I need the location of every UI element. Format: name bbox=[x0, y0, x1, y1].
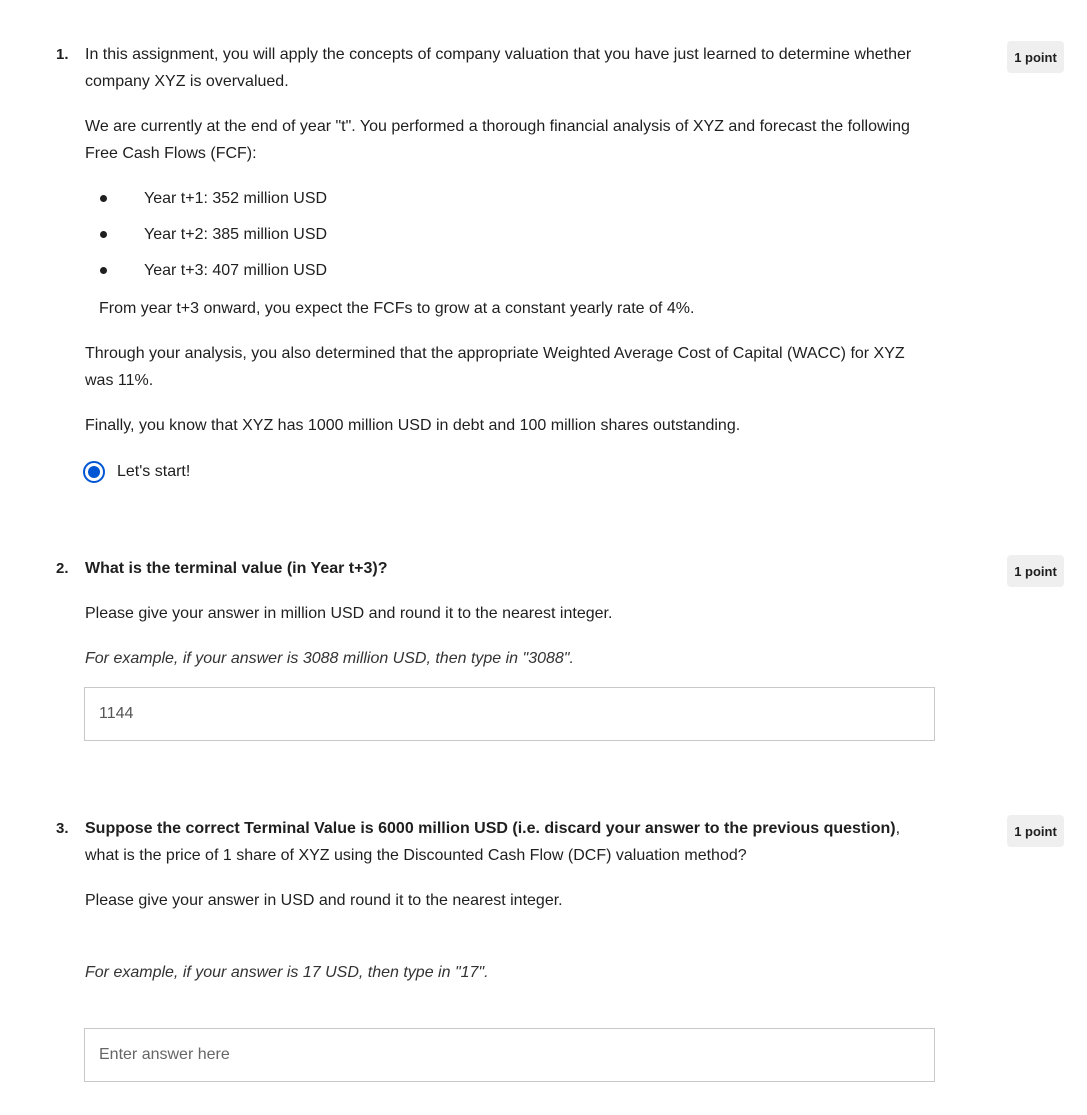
radio-selected-icon[interactable] bbox=[83, 461, 105, 483]
points-badge: 1 point bbox=[1007, 815, 1064, 847]
question-number: 3. bbox=[56, 820, 69, 837]
radio-dot-icon bbox=[88, 466, 100, 478]
question-title-rest: , what is the price of 1 share of XYZ using the Discounted Cash Flow (DCF) valuation method? bbox=[85, 820, 901, 864]
instruction-paragraph bbox=[85, 887, 935, 914]
list-item-text: Year t+1: 352 million USD bbox=[144, 190, 328, 207]
bullet-icon bbox=[100, 195, 107, 202]
radio-label: Let's start! bbox=[117, 463, 191, 480]
radio-option-lets-start[interactable] bbox=[83, 461, 190, 483]
question-title bbox=[85, 815, 935, 869]
example-text: For example, if your answer is 17 USD, then type in "17". bbox=[85, 964, 489, 981]
question-title-bold: Suppose the correct Terminal Value is 6000 million USD (i.e. discard your answer to the previous question) bbox=[85, 820, 896, 837]
instruction-text: Please give your answer in million USD and round it to the nearest integer. bbox=[85, 605, 613, 622]
list-item-text: Year t+2: 385 million USD bbox=[144, 226, 328, 243]
question-number: 1. bbox=[56, 46, 69, 63]
debt-text: Finally, you know that XYZ has 1000 million USD in debt and 100 million shares outstanding. bbox=[85, 417, 741, 434]
wacc-paragraph bbox=[85, 340, 935, 394]
bullet-icon bbox=[100, 231, 107, 238]
wacc-text: Through your analysis, you also determined that the appropriate Weighted Average Cost of Capital (WACC) for XYZ was 11%. bbox=[85, 345, 905, 389]
debt-paragraph bbox=[85, 412, 935, 439]
instruction-text: Please give your answer in USD and round it to the nearest integer. bbox=[85, 892, 563, 909]
question-text bbox=[85, 555, 935, 582]
instruction-paragraph bbox=[85, 600, 935, 627]
answer-input[interactable] bbox=[84, 1028, 935, 1082]
intro-text: In this assignment, you will apply the concepts of company valuation that you have just learned to determine whether company XYZ is overvalued. bbox=[85, 46, 912, 90]
example-paragraph bbox=[85, 645, 935, 672]
points-badge: 1 point bbox=[1007, 41, 1064, 73]
question-text bbox=[85, 815, 935, 869]
question-number: 2. bbox=[56, 560, 69, 577]
growth-paragraph bbox=[99, 295, 949, 322]
growth-text: From year t+3 onward, you expect the FCFs to grow at a constant yearly rate of 4%. bbox=[99, 300, 695, 317]
points-badge: 1 point bbox=[1007, 555, 1064, 587]
answer-input[interactable] bbox=[84, 687, 935, 741]
question-intro bbox=[85, 41, 935, 95]
question-title: What is the terminal value (in Year t+3)? bbox=[85, 560, 388, 577]
example-text: For example, if your answer is 3088 million USD, then type in "3088". bbox=[85, 650, 574, 667]
list-item-text: Year t+3: 407 million USD bbox=[144, 262, 328, 279]
context-text: We are currently at the end of year "t". You performed a thorough financial analysis of XYZ and forecast the following Free Cash Flows (FCF): bbox=[85, 118, 910, 162]
bullet-icon bbox=[100, 267, 107, 274]
question-context bbox=[85, 113, 935, 167]
example-paragraph bbox=[85, 959, 935, 986]
